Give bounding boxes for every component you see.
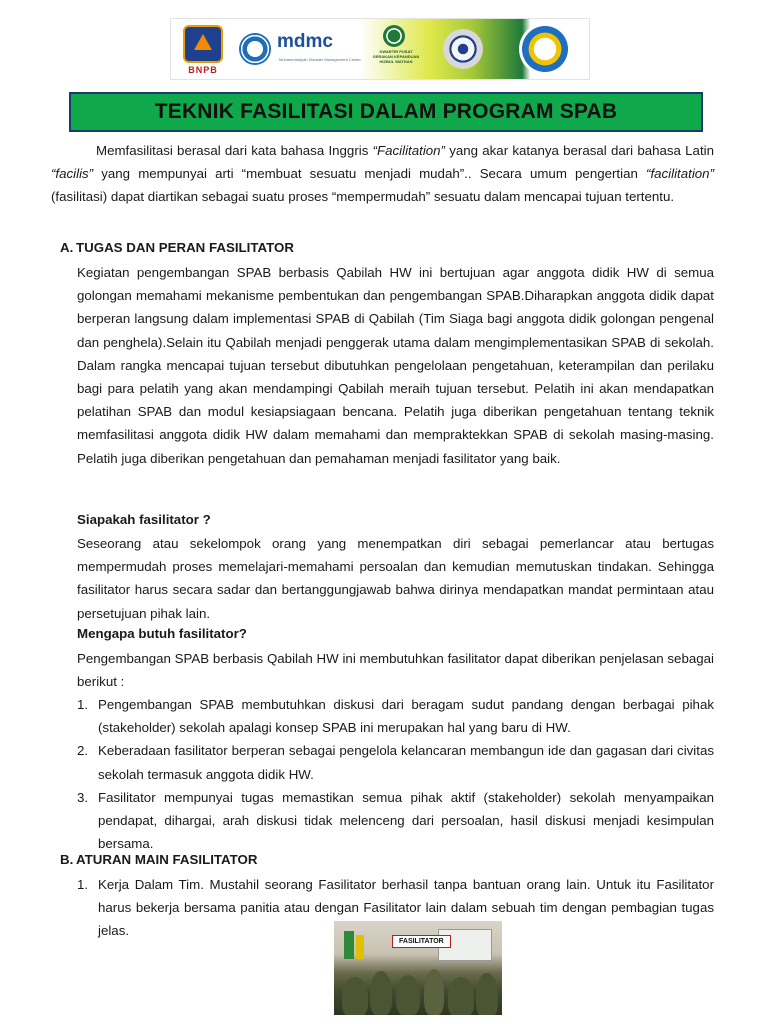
participant-figure <box>476 973 498 1015</box>
list-item: 1. Kerja Dalam Tim. Mustahil seorang Fasilitator berhasil tanpa bantuan orang lain. Untuk itu Fasilitator harus bekerja bersama panitia atau dengan Fasilitator lain dalam sebuah tim dengan pembagian tugas jelas. <box>77 877 714 939</box>
list-item: 1. Pengembangan SPAB membutuhkan diskusi dari beragam sudut pandang dengan berbagai pihak (stakeholder) sekolah apalagi konsep SPAB ini merupakan hal yang baru di HW. <box>77 697 714 736</box>
list-item: 2. Keberadaan fasilitator berperan sebagai pengelola kelancaran membangun ide dan gagasan dari civitas sekolah termasuk anggota didik HW. <box>77 743 714 782</box>
bnpb-logo <box>177 23 229 77</box>
kwarpus-emblem-icon <box>383 25 405 47</box>
section-b-label: B. <box>60 852 74 867</box>
mdmc-tagline: Muhammadiyah Disaster Management Center <box>279 57 361 62</box>
partner-logos-banner <box>170 18 590 80</box>
facilitator-training-photo <box>334 921 502 1015</box>
section-a-title: TUGAS DAN PERAN FASILITATOR <box>76 240 294 255</box>
section-a-body: Kegiatan pengembangan SPAB berbasis Qabilah HW ini bertujuan agar anggota didik HW di semua golongan memahami mekanisme pembentukan dan pengembangan SPAB.Diharapkan anggota didik dapat berperan langsung dalam implementasi SPAB di Qabilah (Tim Siaga bagi anggota didik golongan pengenal dan penghela).Selain itu Qabilah menjadi penggerak utama dalam mengimplementasikan SPAB di sekolah. Dalam rangka mencapai tujuan tersebut dibutuhkan pengelolaan pengetahuan, keterampilan dan perilaku bagi para pelatih yang akan mendampingi Qabilah meraih tujuan tersebut. Pelatih ini akan mendapatkan pelatihan SPAB dan modul kesiapsiagaan bencana. Pelatih juga diberikan pengetahuan tentang teknik memfasilitasi anggota didik HW dalam memahami dan mempraktekkan SPAB di sekolah masing-masing. Pelatih juga diberikan pengetahuan dan pemahaman menjadi fasilitator yang baik. <box>77 265 714 466</box>
mdmc-logo-text: mdmc <box>277 31 333 52</box>
flag-decoration <box>356 935 364 959</box>
q1-body: Seseorang atau sekelompok orang yang menempatkan diri sebagai pemerlancar atau bertugas mempermudah proses memelajari-memahami persoalan dan kemudian memutuskan tindakan. Sehingga fasilitator harus secara sadar dan bertanggungjawab bahwa dirinya mendapatkan mandat permintaan atau persetujuan pihak lain. <box>77 536 714 621</box>
q2-heading: Mengapa butuh fasilitator? <box>77 626 247 641</box>
muhammadiyah-sun-icon <box>235 27 275 71</box>
section-b-heading <box>60 852 257 867</box>
bnpb-logo-text: BNPB <box>188 65 218 75</box>
page-title: TEKNIK FASILITASI DALAM PROGRAM SPAB <box>154 100 618 123</box>
q2-body: Pengembangan SPAB berbasis Qabilah HW ini membutuhkan fasilitator dapat diberikan penjelasan sebagai berikut : <box>77 651 714 690</box>
q1-heading: Siapakah fasilitator ? <box>77 512 211 527</box>
list-item: 3. Fasilitator mempunyai tugas memastikan semua pihak aktif (stakeholder) sekolah menyampaikan pendapat, dihargai, arah diskusi tidak melenceng dari persoalan, hasil diskusi menjadi kesimpulan bersama. <box>77 789 714 852</box>
section-b-title: ATURAN MAIN FASILITATOR <box>76 852 258 867</box>
kwarpus-logo-text: KWARTIR PUSAT GERAKAN KEPANDUAN HIZBUL WATHAN <box>372 49 420 64</box>
flag-decoration <box>344 931 354 959</box>
participant-figure <box>448 977 474 1015</box>
bnpb-shield-icon <box>183 25 223 63</box>
tut-wuri-handayani-logo-icon <box>519 23 571 75</box>
section-a-list <box>77 693 714 855</box>
section-a-heading <box>60 240 294 255</box>
participant-figure <box>424 969 444 1015</box>
intro-paragraph: Memfasilitasi berasal dari kata bahasa Inggris “Facilitation” yang akar katanya berasal dari bahasa Latin “facilis” yang mempunyai arti “membuat sesuatu menjadi mudah”.. Secara umum pengertian “facilitation” (fasilitasi) dapat diartikan sebagai suatu proses “mempermudah” sesuatu dalam mencapai tujuan tertentu. <box>51 143 714 205</box>
title-banner <box>69 92 703 132</box>
participant-figure <box>396 975 420 1015</box>
hizbul-wathan-emblem-icon <box>443 29 483 69</box>
participant-figure <box>342 977 368 1015</box>
participant-figure <box>370 971 392 1015</box>
section-a-label: A. <box>60 240 74 255</box>
facilitator-sign: FASILITATOR <box>392 935 451 948</box>
